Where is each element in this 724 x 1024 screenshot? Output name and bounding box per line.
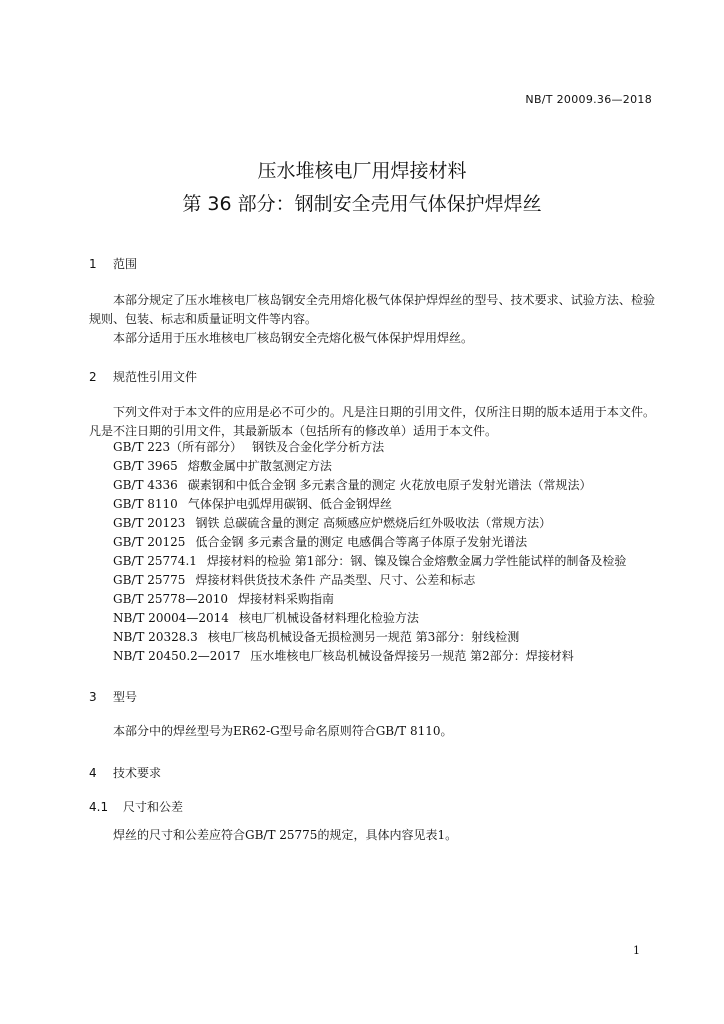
section-2-heading — [89, 368, 197, 385]
section-1-heading — [89, 255, 137, 272]
standard-number: NB/T 20009.36—2018 — [525, 93, 652, 106]
dimensions-paragraph: 焊丝的尺寸和公差应符合GB/T 25775的规定，具体内容见表1。 — [113, 828, 458, 842]
reference-item — [113, 590, 626, 609]
scope-paragraph-2: 本部分适用于压水堆核电厂核岛钢安全壳熔化极气体保护焊用焊丝。 — [113, 331, 474, 345]
reference-code: GB/T 20123 — [113, 516, 186, 530]
reference-code: GB/T 25778—2010 — [113, 592, 228, 606]
section-2-number: 2 — [89, 370, 97, 384]
reference-code: GB/T 223（所有部分） — [113, 440, 243, 454]
reference-item — [113, 533, 626, 552]
section-1-title: 范围 — [113, 257, 138, 271]
scope-paragraph-1: 本部分规定了压水堆核电厂核岛钢安全壳用熔化极气体保护焊焊丝的型号、技术要求、试验方法、检验规则、包装、标志和质量证明文件等内容。 — [89, 293, 655, 326]
section-3-heading — [89, 688, 137, 705]
reference-title: 碳素钢和中低合金钢 多元素含量的测定 火花放电原子发射光谱法（常规法） — [187, 478, 592, 492]
reference-code: GB/T 8110 — [113, 497, 178, 511]
reference-code: GB/T 25775 — [113, 573, 186, 587]
reference-item — [113, 571, 626, 590]
section-4-number: 4 — [89, 766, 97, 780]
reference-title: 焊接材料的检验 第1部分：钢、镍及镍合金熔敷金属力学性能试样的制备及检验 — [206, 554, 627, 568]
reference-item — [113, 476, 626, 495]
section-2-title: 规范性引用文件 — [113, 370, 198, 384]
reference-code: GB/T 25774.1 — [113, 554, 197, 568]
section-4-1-title: 尺寸和公差 — [123, 800, 184, 814]
reference-title: 钢铁 总碳硫含量的测定 高频感应炉燃烧后红外吸收法（常规方法） — [195, 516, 552, 530]
reference-code: GB/T 3965 — [113, 459, 178, 473]
reference-item — [113, 438, 626, 457]
reference-title: 熔敷金属中扩散氢测定方法 — [187, 459, 332, 473]
section-4-1-heading — [89, 798, 183, 815]
reference-item — [113, 609, 626, 628]
reference-title: 低合金钢 多元素含量的测定 电感偶合等离子体原子发射光谱法 — [195, 535, 528, 549]
reference-code: NB/T 20004—2014 — [113, 611, 229, 625]
reference-code: GB/T 4336 — [113, 478, 178, 492]
reference-title: 核电厂核岛机械设备无损检测另一规范 第3部分：射线检测 — [207, 630, 520, 644]
reference-title: 焊接材料采购指南 — [237, 592, 334, 606]
reference-title: 核电厂机械设备材料理化检验方法 — [238, 611, 419, 625]
reference-code: GB/T 20125 — [113, 535, 186, 549]
reference-item — [113, 514, 626, 533]
reference-item — [113, 552, 626, 571]
reference-title: 压水堆核电厂核岛机械设备焊接另一规范 第2部分：焊接材料 — [250, 649, 574, 663]
reference-code: NB/T 20450.2—2017 — [113, 649, 241, 663]
document-title-line1: 压水堆核电厂用焊接材料 — [257, 160, 467, 182]
reference-title: 钢铁及合金化学分析方法 — [252, 440, 385, 454]
reference-list — [113, 438, 626, 666]
section-3-number: 3 — [89, 690, 97, 704]
reference-item — [113, 495, 626, 514]
reference-item — [113, 628, 626, 647]
reference-code: NB/T 20328.3 — [113, 630, 198, 644]
section-4-heading — [89, 764, 161, 781]
reference-item — [113, 457, 626, 476]
page-number: 1 — [633, 944, 640, 957]
section-3-title: 型号 — [113, 690, 138, 704]
reference-title: 气体保护电弧焊用碳钢、低合金钢焊丝 — [187, 497, 392, 511]
model-paragraph: 本部分中的焊丝型号为ER62-G型号命名原则符合GB/T 8110。 — [113, 724, 453, 738]
section-4-1-number: 4.1 — [89, 800, 109, 814]
section-4-title: 技术要求 — [113, 766, 162, 780]
reference-item — [113, 647, 626, 666]
reference-title: 焊接材料供货技术条件 产品类型、尺寸、公差和标志 — [195, 573, 476, 587]
normative-intro: 下列文件对于本文件的应用是必不可少的。凡是注日期的引用文件，仅所注日期的版本适用于本文件。凡是不注日期的引用文件，其最新版本（包括所有的修改单）适用于本文件。 — [89, 405, 655, 438]
section-1-number: 1 — [89, 257, 97, 271]
document-title-line2: 第 36 部分：钢制安全壳用气体保护焊焊丝 — [182, 193, 542, 215]
